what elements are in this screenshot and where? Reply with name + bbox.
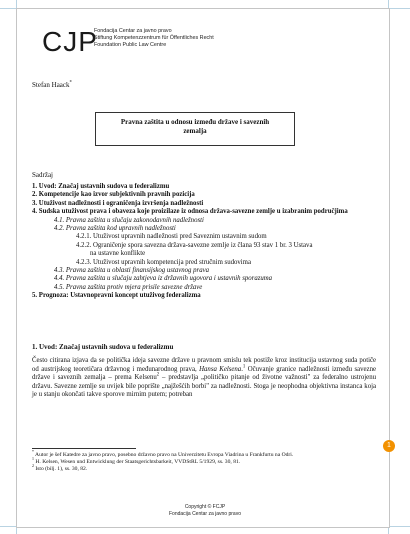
footer-copyright: Copyright © FCJP: [184, 504, 226, 510]
toc-item[interactable]: 4.3. Pravna zaštita u oblasti finansijskog ustavnog prava: [54, 267, 210, 275]
title-line-2: zemalja: [183, 127, 207, 135]
kelsen-name: Hansa Kelsena: [199, 365, 242, 373]
org-line-en: Foundation Public Law Centre: [94, 42, 167, 48]
author-footnote-mark: *: [69, 80, 72, 86]
toc-heading: Sadržaj: [32, 171, 53, 179]
footnote-divider: [32, 448, 136, 449]
article-title: [95, 112, 295, 146]
section-heading: 1. Uvod: Značaj ustavnih sudova u federalizmu: [32, 343, 174, 351]
footer-org: Fondacija Centar za javno pravo: [169, 510, 241, 517]
title-line-1: Pravna zaštita u odnosu između države i saveznih: [120, 118, 270, 126]
org-line-bs: Fondacija Centar za javno pravo: [94, 28, 172, 34]
footnote-ref-1[interactable]: 1: [242, 364, 246, 370]
toc-item[interactable]: 4.5. Pravna zaštita protiv mjera prisile savezne države: [54, 283, 203, 291]
author-name: Stefan Haack*: [32, 80, 72, 89]
toc-item[interactable]: 4. Sudska utuživost prava i obaveza koje proizilaze iz odnosa država-savezne zemlje u izabranim područjima: [32, 208, 348, 216]
toc-item[interactable]: 4.2.3. Utuživost upravnih kompetencija pred stručnim sudovima: [76, 258, 251, 266]
toc-item[interactable]: 5. Prognoza: Ustavnopravni koncept utuživog federalizma: [32, 292, 201, 300]
organization-names: [94, 28, 214, 49]
toc-item[interactable]: 4.2.2. Ograničenje spora savezna država-savezne zemlje iz člana 93 stav 1 br. 3 Ustava: [76, 241, 313, 249]
toc-item[interactable]: 4.4. Pravna zaštita u slučaju zahtjeva iz državnih ugovora i ustavnih sporazuma: [54, 275, 273, 283]
footnote-ref-2[interactable]: 2: [156, 372, 160, 378]
page-header: [28, 22, 328, 64]
toc-item[interactable]: 4.2.1. Utuživost upravnih nadležnosti pred Saveznim ustavnim sudom: [76, 233, 267, 241]
toc-item[interactable]: 4.2. Pravna zaštita kod upravnih nadležnosti: [54, 225, 176, 233]
footnote-item: $^2$ Isto (bilj. 1), ss. 30, 82.: [32, 463, 88, 472]
toc-item[interactable]: 4.1. Pravna zaštita u slučaju zakonodavnih nadležnosti: [54, 216, 204, 224]
cjp-logo: CJP: [42, 26, 98, 57]
footnote-item: $^1$ H. Kelsen, Wesen und Entwicklung der Staatsgerichtsbarkeit, VVDStRL 5/1929, ss. 30, 81.: [32, 456, 241, 465]
org-line-de: Stiftung Kompetenzzentrum für Öffentliches Recht: [94, 35, 214, 41]
toc-item[interactable]: na ustavne konflikte: [90, 250, 146, 258]
footnotes: [32, 452, 376, 472]
body-paragraph: Često citirana izjava da se politička ideja savezne države u pravnom smislu tek postiže kroz institucija ustavnog suda potiče od austrijskog teoretičara državnog i međunarodnog prava, Hansa Kelsena.$^1$ Očuvanje granice nadležnosti između savezne države i saveznih zemalja – prema Kelsenu$^2$ – predstavlja „političko pitanje od životne važnosti" za federalno ustrojenu državu. Savezne zemlje su uvijek bile poprište „najžešćih borbi" za nadležnosti. Stoga je neophodna objektivna instanca koja je u stanju okončati takve sporove mirnim putem; potreban: [32, 357, 376, 399]
footnote-item: * Autor je šef Katedre za javno pravo, posebno državno pravo na Univerzitetu Evropa Viadrina u Frankfurtu na Odri.: [32, 450, 294, 458]
toc-item[interactable]: 2. Kompetencije kao izvor subjektivnih pravnih pozicija: [32, 191, 195, 199]
table-of-contents: [32, 183, 377, 301]
page-number-badge[interactable]: 1: [383, 440, 395, 452]
toc-item[interactable]: 3. Utuživost nadležnosti i ograničenja izvršenja nadležnosti: [32, 199, 204, 207]
page-footer: [0, 504, 410, 517]
toc-item[interactable]: 1. Uvod: Značaj ustavnih sudova u federalizmu: [32, 183, 170, 190]
